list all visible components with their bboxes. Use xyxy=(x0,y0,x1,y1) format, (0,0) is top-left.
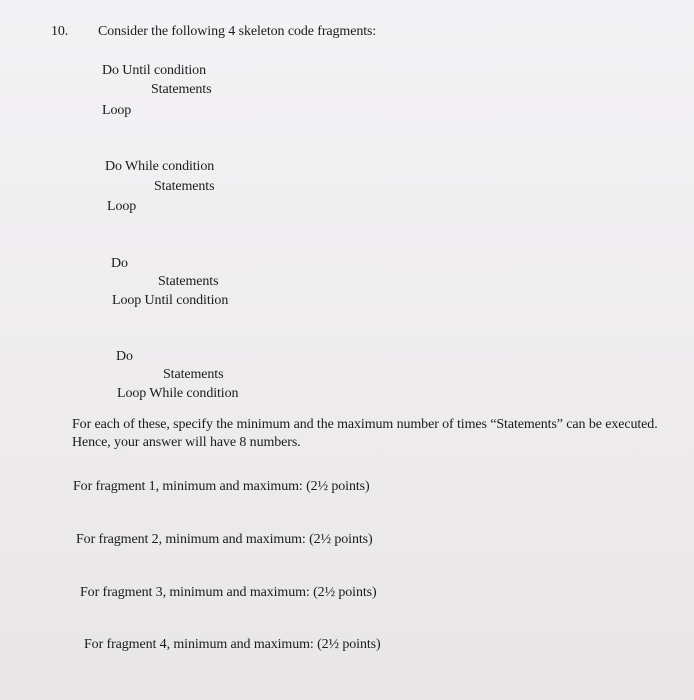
fragment-4-line-1: Do xyxy=(116,349,133,364)
instructions-paragraph: For each of these, specify the minimum and the maximum number of times “Statements” can be executed. Hence, your answer will have 8 numbers. xyxy=(72,417,658,450)
answer-prompt-fragment-3: For fragment 3, minimum and maximum: (2½ points) xyxy=(80,585,377,600)
question-number: 10. xyxy=(51,24,69,39)
fragment-2-line-3: Loop xyxy=(107,199,137,214)
fragment-4-line-2: Statements xyxy=(163,367,224,382)
fragment-3-line-3: Loop Until condition xyxy=(112,293,229,308)
answer-prompt-fragment-4: For fragment 4, minimum and maximum: (2½ points) xyxy=(84,637,381,652)
fragment-4-line-3: Loop While condition xyxy=(117,386,239,401)
answer-prompt-fragment-1: For fragment 1, minimum and maximum: (2½ points) xyxy=(73,479,370,494)
fragment-2-line-2: Statements xyxy=(154,179,215,194)
answer-prompt-fragment-2: For fragment 2, minimum and maximum: (2½ points) xyxy=(76,532,373,547)
fragment-3-line-2: Statements xyxy=(158,274,219,289)
question-prompt: Consider the following 4 skeleton code fragments: xyxy=(98,24,377,39)
fragment-3-line-1: Do xyxy=(111,256,128,271)
fragment-1-line-3: Loop xyxy=(102,103,132,118)
fragment-1-line-2: Statements xyxy=(151,82,212,97)
fragment-2-line-1: Do While condition xyxy=(105,159,215,174)
fragment-1-line-1: Do Until condition xyxy=(102,63,206,78)
